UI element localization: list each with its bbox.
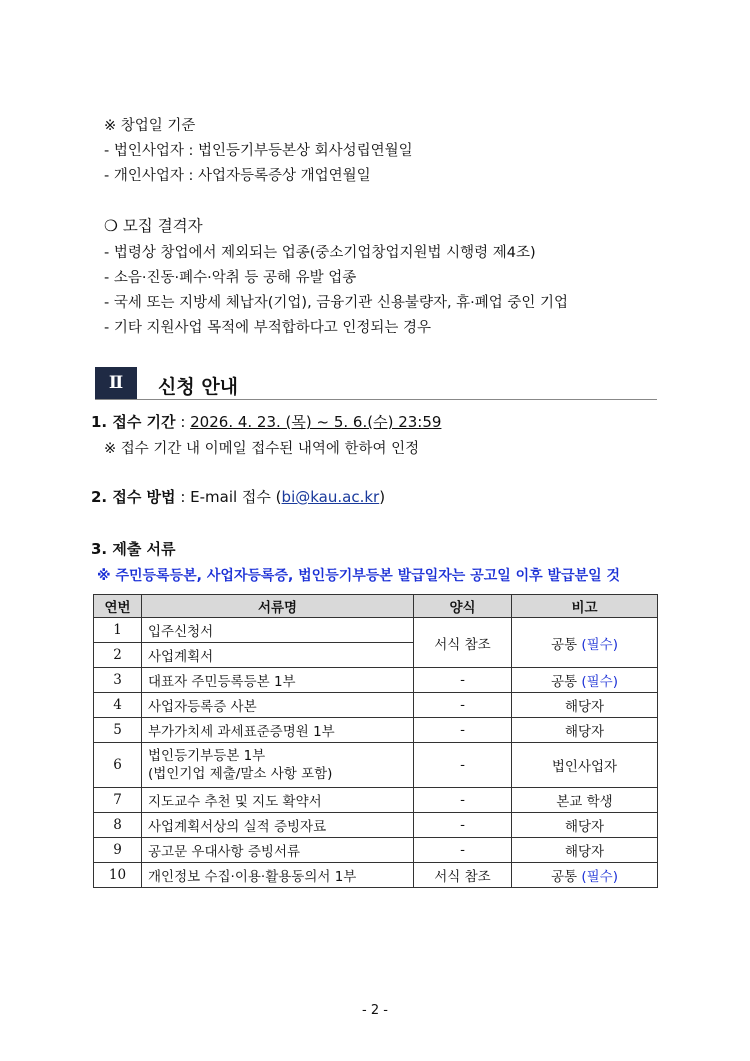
row-no: 1: [94, 618, 142, 643]
row-name: 부가가치세 과세표준증명원 1부: [142, 718, 414, 743]
row-form: 서식 참조: [414, 618, 512, 668]
disqualify-title: ❍ 모집 결격자: [104, 217, 203, 235]
row-no: 10: [94, 863, 142, 888]
header-form: 양식: [414, 595, 512, 618]
table-row: [94, 693, 658, 718]
row-note: 해당자: [512, 838, 658, 863]
row-note: 해당자: [512, 693, 658, 718]
table-header-row: [94, 595, 658, 618]
row-no: 3: [94, 668, 142, 693]
period-note: ※ 접수 기간 내 이메일 접수된 내역에 한하여 인정: [104, 441, 420, 457]
period-sep: :: [175, 413, 191, 431]
table-row: [94, 618, 658, 643]
table-row: [94, 813, 658, 838]
row-note: 해당자: [512, 813, 658, 838]
row-note: [512, 863, 658, 888]
row-form: -: [414, 668, 512, 693]
row-name: 공고문 우대사항 증빙서류: [142, 838, 414, 863]
row-note: 법인사업자: [512, 743, 658, 788]
disqualify-item: - 기타 지원사업 목적에 부적합하다고 인정되는 경우: [104, 320, 432, 336]
row-note: 본교 학생: [512, 788, 658, 813]
note-plain: 공통: [551, 869, 582, 885]
row-name: 사업자등록증 사본: [142, 693, 414, 718]
method-line: [91, 486, 385, 507]
note-plain: 공통: [551, 636, 582, 653]
disqualify-item: - 소음·진동·폐수·악취 등 공해 유발 업종: [104, 270, 357, 286]
row-note: 해당자: [512, 718, 658, 743]
disqualify-item: - 국세 또는 지방세 체납자(기업), 금융기관 신용불량자, 휴·폐업 중인 기업: [104, 295, 569, 311]
criteria-title: ※ 창업일 기준: [104, 118, 196, 134]
table-row: [94, 838, 658, 863]
section-title: 신청 안내: [158, 376, 239, 398]
row-name: 대표자 주민등록등본 1부: [142, 668, 414, 693]
period-value: 2026. 4. 23. (목) ~ 5. 6.(수) 23:59: [190, 413, 442, 431]
criteria-item: - 법인사업자 : 법인등기부등본상 회사성립연월일: [104, 143, 413, 159]
row-form: -: [414, 813, 512, 838]
section-number: Ⅱ: [95, 367, 137, 399]
row-no: 5: [94, 718, 142, 743]
section-divider: [95, 399, 657, 400]
row-name-line1: 법인등기부등본 1부: [148, 748, 266, 764]
row-name: [142, 743, 414, 788]
row-note: [512, 618, 658, 668]
table-row: [94, 788, 658, 813]
method-text: : E-mail 접수 (: [175, 488, 282, 506]
method-close: ): [379, 488, 386, 506]
row-no: 8: [94, 813, 142, 838]
documents-notice: ※ 주민등록등본, 사업자등록증, 법인등기부등본 발급일자는 공고일 이후 발급분일 것: [97, 568, 621, 584]
note-plain: 공통: [551, 674, 582, 690]
header-note: 비고: [512, 595, 658, 618]
header-no: 연번: [94, 595, 142, 618]
table-row: [94, 718, 658, 743]
row-form: 서식 참조: [414, 863, 512, 888]
table-row: [94, 668, 658, 693]
row-name: 지도교수 추천 및 지도 확약서: [142, 788, 414, 813]
row-name: 입주신청서: [142, 618, 414, 643]
row-name: 사업계획서상의 실적 증빙자료: [142, 813, 414, 838]
row-form: -: [414, 718, 512, 743]
row-form: -: [414, 838, 512, 863]
disqualify-item: - 법령상 창업에서 제외되는 업종(중소기업창업지원법 시행령 제4조): [104, 245, 536, 261]
method-label: 2. 접수 방법: [91, 488, 176, 506]
period-line: [91, 411, 441, 432]
documents-table: [93, 594, 658, 888]
table-row: [94, 743, 658, 788]
row-note: [512, 668, 658, 693]
criteria-item: - 개인사업자 : 사업자등록증상 개업연월일: [104, 168, 371, 184]
documents-label: 3. 제출 서류: [91, 540, 176, 558]
row-form: -: [414, 693, 512, 718]
period-label: 1. 접수 기간: [91, 413, 176, 431]
row-no: 2: [94, 643, 142, 668]
note-required: (필수): [581, 674, 618, 690]
page-number: - 2 -: [362, 1003, 388, 1018]
table-row: [94, 863, 658, 888]
row-no: 9: [94, 838, 142, 863]
row-no: 6: [94, 743, 142, 788]
row-no: 7: [94, 788, 142, 813]
row-form: -: [414, 788, 512, 813]
row-form: -: [414, 743, 512, 788]
email-link[interactable]: bi@kau.ac.kr: [281, 488, 380, 506]
note-required: (필수): [581, 869, 618, 885]
row-no: 4: [94, 693, 142, 718]
row-name: 개인정보 수집·이용·활용동의서 1부: [142, 863, 414, 888]
header-name: 서류명: [142, 595, 414, 618]
note-required: (필수): [581, 636, 618, 653]
row-name: 사업계획서: [142, 643, 414, 668]
row-name-line2: (법인기업 제출/말소 사항 포함): [148, 766, 333, 782]
